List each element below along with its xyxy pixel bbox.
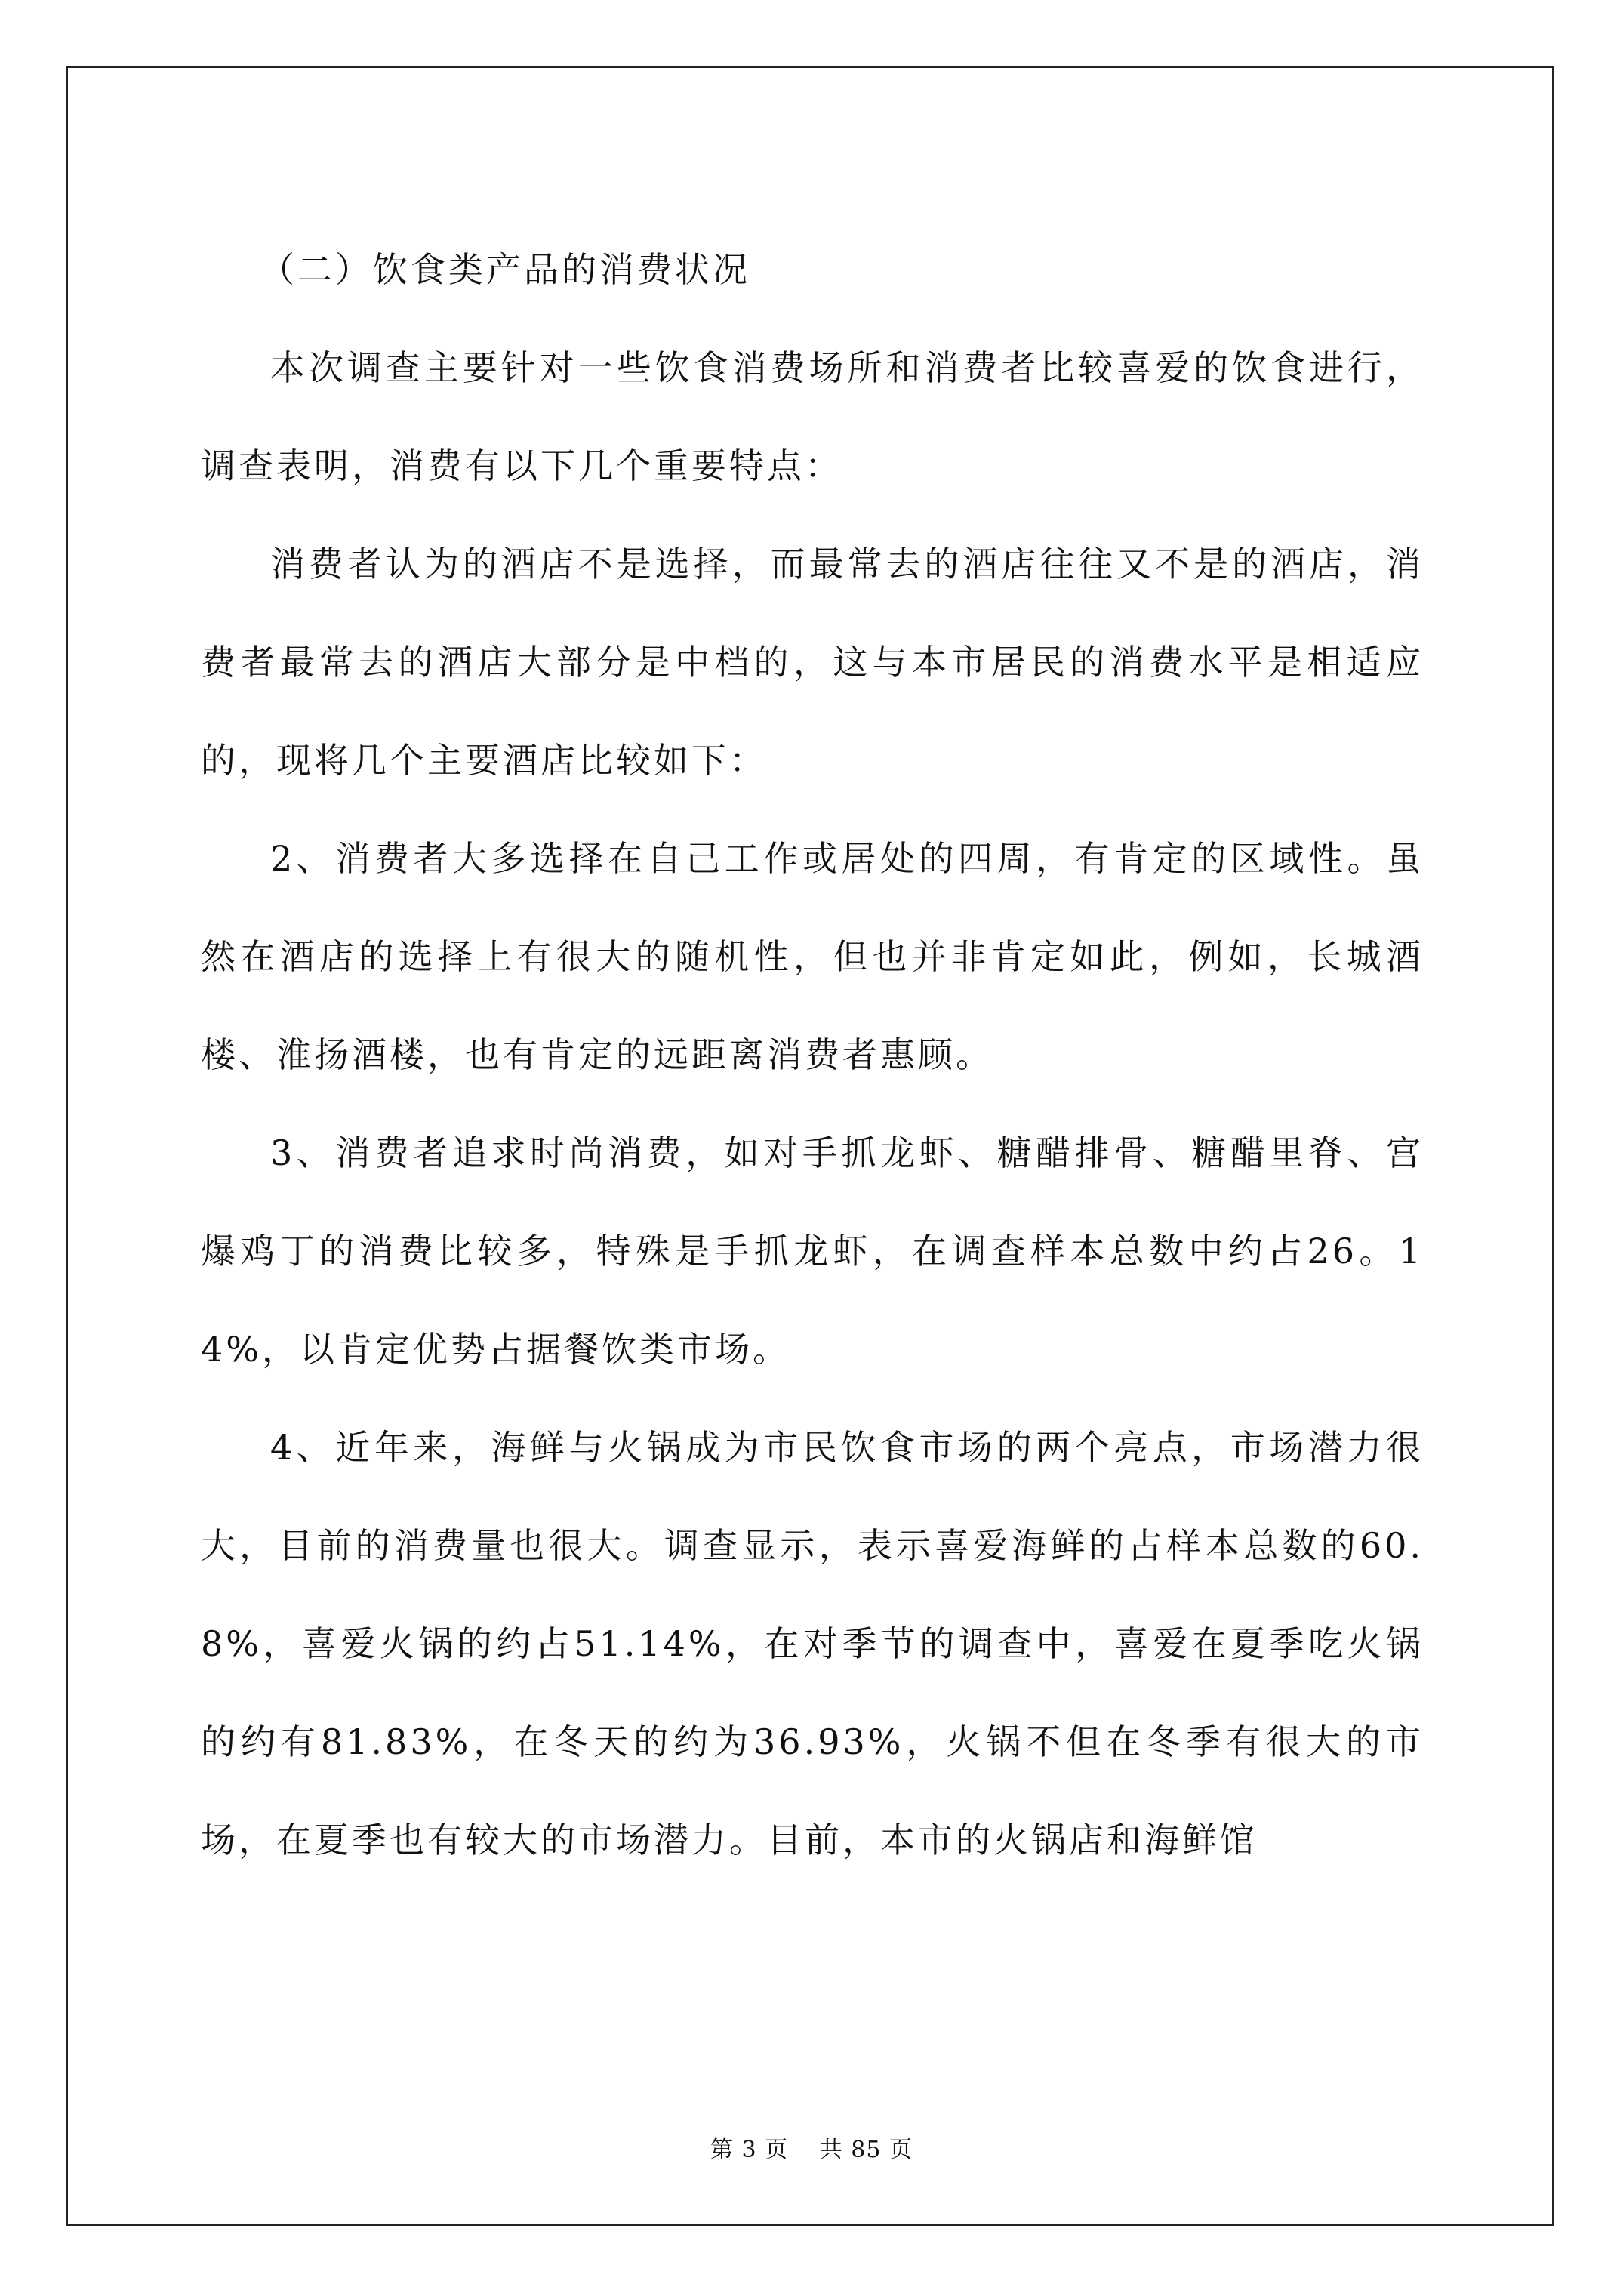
paragraph-survey-intro: 本次调查主要针对一些饮食消费场所和消费者比较喜爱的饮食进行，调查表明，消费有以下几个重要特点： <box>201 347 1424 486</box>
paragraph-point-4: 4、近年来，海鲜与火锅成为市民饮食市场的两个亮点，市场潜力很大，目前的消费量也很大。调查显示，表示喜爱海鲜的占样本总数的60.8%，喜爱火锅的约占51.14%，在对季节的调查中，喜爱在夏季吃火锅的约有81.83%，在冬天的约为36.93%，火锅不但在冬季有很大的市场，在夏季也有较大的市场潜力。目前，本市的火锅店和海鲜馆 <box>201 1427 1424 1860</box>
document-body <box>201 220 1424 1889</box>
paragraph-point-3: 3、消费者追求时尚消费，如对手抓龙虾、糖醋排骨、糖醋里脊、宫爆鸡丁的消费比较多，特殊是手抓龙虾，在调查样本总数中约占26。14%，以肯定优势占据餐饮类市场。 <box>201 1133 1424 1370</box>
paragraph-hotel-choice: 消费者认为的酒店不是选择，而最常去的酒店往往又不是的酒店，消费者最常去的酒店大部分是中档的，这与本市居民的消费水平是相适应的，现将几个主要酒店比较如下： <box>201 544 1424 781</box>
paragraph-point-2: 2、消费者大多选择在自己工作或居处的四周，有肯定的区域性。虽然在酒店的选择上有很大的随机性，但也并非肯定如此，例如，长城酒楼、淮扬酒楼，也有肯定的远距离消费者惠顾。 <box>201 838 1424 1075</box>
section-heading: （二）饮食类产品的消费状况 <box>260 249 750 290</box>
page-number-footer: 第 3 页 共 85 页 <box>710 2137 913 2163</box>
